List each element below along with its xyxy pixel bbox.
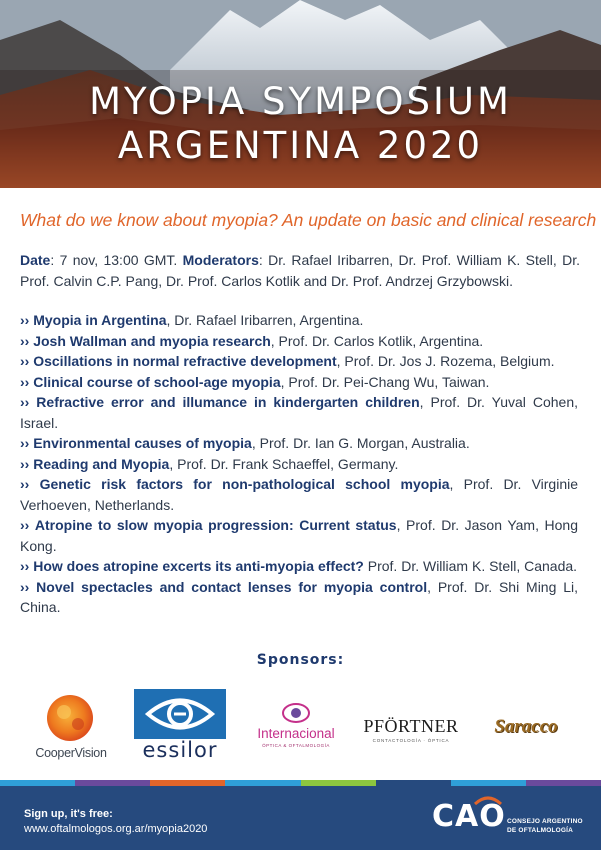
event-subtitle: What do we know about myopia? An update on basic and clinical research: [20, 210, 597, 230]
talk-item: [20, 577, 578, 618]
chevron-right-icon: ››: [20, 476, 30, 492]
talk-title: Refractive error and illumance in kindergarten children: [36, 394, 420, 410]
chevron-right-icon: ››: [20, 435, 30, 451]
talk-details: , Dr. Rafael Iribarren, Argentina.: [166, 312, 364, 328]
chevron-right-icon: ››: [20, 353, 30, 369]
essilor-name: essilor: [142, 738, 218, 762]
moderators-label: Moderators: [182, 252, 259, 268]
talk-item: [20, 556, 578, 577]
talk-title: Oscillations in normal refractive development: [33, 353, 337, 369]
hero-banner: [0, 0, 601, 188]
moderators-value: : Dr. Rafael Iribarren, Dr. Prof. William K. Stell, Dr. Prof. Calvin C.P. Pang, Dr. Prof. Carlos Kotlik and Dr. Prof. Andrzej Grzybowski.: [20, 252, 580, 289]
banner-title-line2: ARGENTINA 2020: [117, 124, 484, 167]
chevron-right-icon: ››: [20, 312, 30, 328]
talk-details: , Prof. Dr. Shi Ming Li, China.: [20, 578, 579, 615]
essilor-emblem: [134, 689, 226, 739]
talk-title: Reading and Myopia: [33, 455, 170, 472]
talk-item: [20, 433, 578, 454]
chevron-right-icon: ››: [20, 373, 30, 390]
talk-details: , Prof. Dr. Ian G. Morgan, Australia.: [251, 435, 470, 451]
cao-subtitle-line2: DE OFTALMOLOGÍA: [507, 827, 574, 834]
chevron-right-icon: ››: [20, 455, 30, 472]
talk-details: , Prof. Dr. Frank Schaeffel, Germany.: [169, 455, 399, 472]
event-meta: [20, 250, 580, 291]
signup-link[interactable]: www.oftalmologos.org.ar/myopia2020: [24, 823, 208, 835]
talk-item: [20, 392, 578, 433]
internacional-tagline: ÓPTICA & OFTALMOLOGÍA: [262, 743, 330, 748]
coopervision-emblem-icon: [26, 690, 116, 746]
cao-subtitle-line1: CONSEJO ARGENTINO: [507, 818, 583, 825]
talk-item: [20, 474, 578, 515]
talk-details: , Prof. Dr. Carlos Kotlik, Argentina.: [270, 332, 484, 349]
date-label: Date: [20, 252, 51, 268]
eye-icon: [134, 689, 226, 739]
chevron-right-icon: ››: [20, 558, 30, 574]
internacional-logo: [244, 702, 348, 752]
eye-icon: [244, 702, 348, 726]
talk-item: [20, 372, 578, 393]
talk-title: How does atropine excerts its anti-myopia effect?: [33, 558, 364, 574]
talk-item: [20, 515, 578, 556]
chevron-right-icon: ››: [20, 578, 30, 595]
date-value: : 7 nov, 13:00 GMT.: [50, 252, 183, 268]
talk-details: , Prof. Dr. Jos J. Rozema, Belgium.: [336, 353, 555, 369]
talk-title: Genetic risk factors for non-pathological school myopia: [39, 476, 450, 492]
signup-label: Sign up, it's free:: [24, 808, 113, 820]
banner-title-line1: MYOPIA SYMPOSIUM: [89, 80, 512, 123]
talk-item: [20, 454, 578, 475]
talk-title: Josh Wallman and myopia research: [33, 332, 271, 349]
talk-details: , Prof. Dr. Virginie Verhoeven, Netherlands.: [20, 476, 579, 513]
talk-details: , Prof. Dr. Yuval Cohen, Israel.: [20, 394, 579, 431]
footer-bar: [0, 786, 601, 850]
saracco-logo: Saracco: [494, 716, 558, 737]
talk-title: Clinical course of school-age myopia: [33, 373, 281, 390]
talk-item: [20, 351, 578, 372]
talk-title: Atropine to slow myopia progression: Current status: [34, 517, 397, 533]
coopervision-name: CooperVision: [35, 746, 107, 760]
talk-details: , Prof. Dr. Jason Yam, Hong Kong.: [20, 517, 579, 554]
chevron-right-icon: ››: [20, 332, 30, 349]
cao-logo: CAO: [432, 799, 506, 834]
pfortner-name: PFÖRTNER: [363, 716, 459, 736]
chevron-right-icon: ››: [20, 517, 30, 533]
talk-title: Novel spectacles and contact lenses for myopia control: [36, 578, 428, 595]
pfortner-tagline: CONTACTOLOGÍA · ÓPTICA: [372, 738, 450, 743]
internacional-name: Internacional: [257, 726, 335, 741]
talk-item: [20, 310, 578, 331]
talk-title: Environmental causes of myopia: [33, 435, 252, 451]
talk-details: , Prof. Dr. Pei-Chang Wu, Taiwan.: [280, 373, 490, 390]
pfortner-logo: [361, 716, 461, 744]
sponsors-heading: Sponsors:: [256, 652, 345, 668]
talk-details: Prof. Dr. William K. Stell, Canada.: [363, 558, 578, 574]
talk-item: [20, 331, 578, 352]
talk-title: Myopia in Argentina: [33, 312, 167, 328]
essilor-logo: [132, 689, 228, 761]
coopervision-logo: [26, 690, 116, 765]
talk-list: [20, 310, 578, 618]
chevron-right-icon: ››: [20, 394, 30, 410]
cao-logo-subtitle: [507, 817, 583, 835]
